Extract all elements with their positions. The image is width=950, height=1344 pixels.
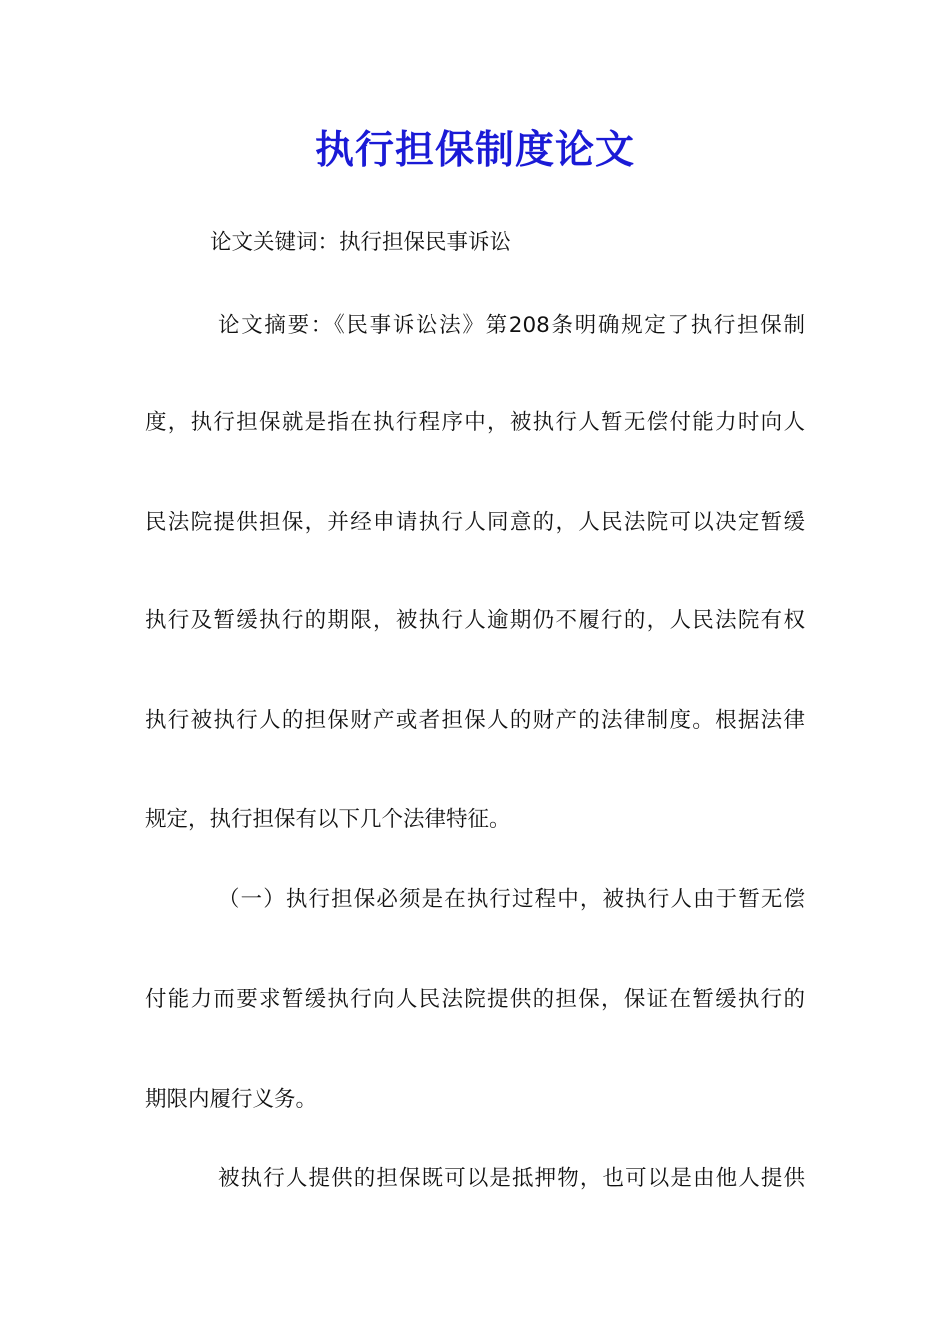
keywords-line: 论文关键词：执行担保民事诉讼	[210, 230, 512, 255]
body-line-1: 论文摘要：《民事诉讼法》第208条明确规定了执行担保制	[218, 313, 805, 338]
body-line-2: 度，执行担保就是指在执行程序中，被执行人暂无偿付能力时向人	[145, 410, 805, 435]
body-line-10: 被执行人提供的担保既可以是抵押物，也可以是由他人提供	[218, 1166, 805, 1191]
body-line-5: 执行被执行人的担保财产或者担保人的财产的法律制度。根据法律	[145, 708, 805, 733]
document-title: 执行担保制度论文	[314, 127, 635, 173]
body-line-9: 期限内履行义务。	[145, 1087, 318, 1112]
body-line-3: 民法院提供担保，并经申请执行人同意的，人民法院可以决定暂缓	[145, 510, 805, 535]
body-line-6: 规定，执行担保有以下几个法律特征。	[145, 807, 511, 832]
body-line-8: 付能力而要求暂缓执行向人民法院提供的担保，保证在暂缓执行的	[145, 987, 805, 1012]
body-line-7: （一）执行担保必须是在执行过程中，被执行人由于暂无偿	[218, 887, 805, 912]
body-line-4: 执行及暂缓执行的期限，被执行人逾期仍不履行的，人民法院有权	[145, 608, 805, 633]
